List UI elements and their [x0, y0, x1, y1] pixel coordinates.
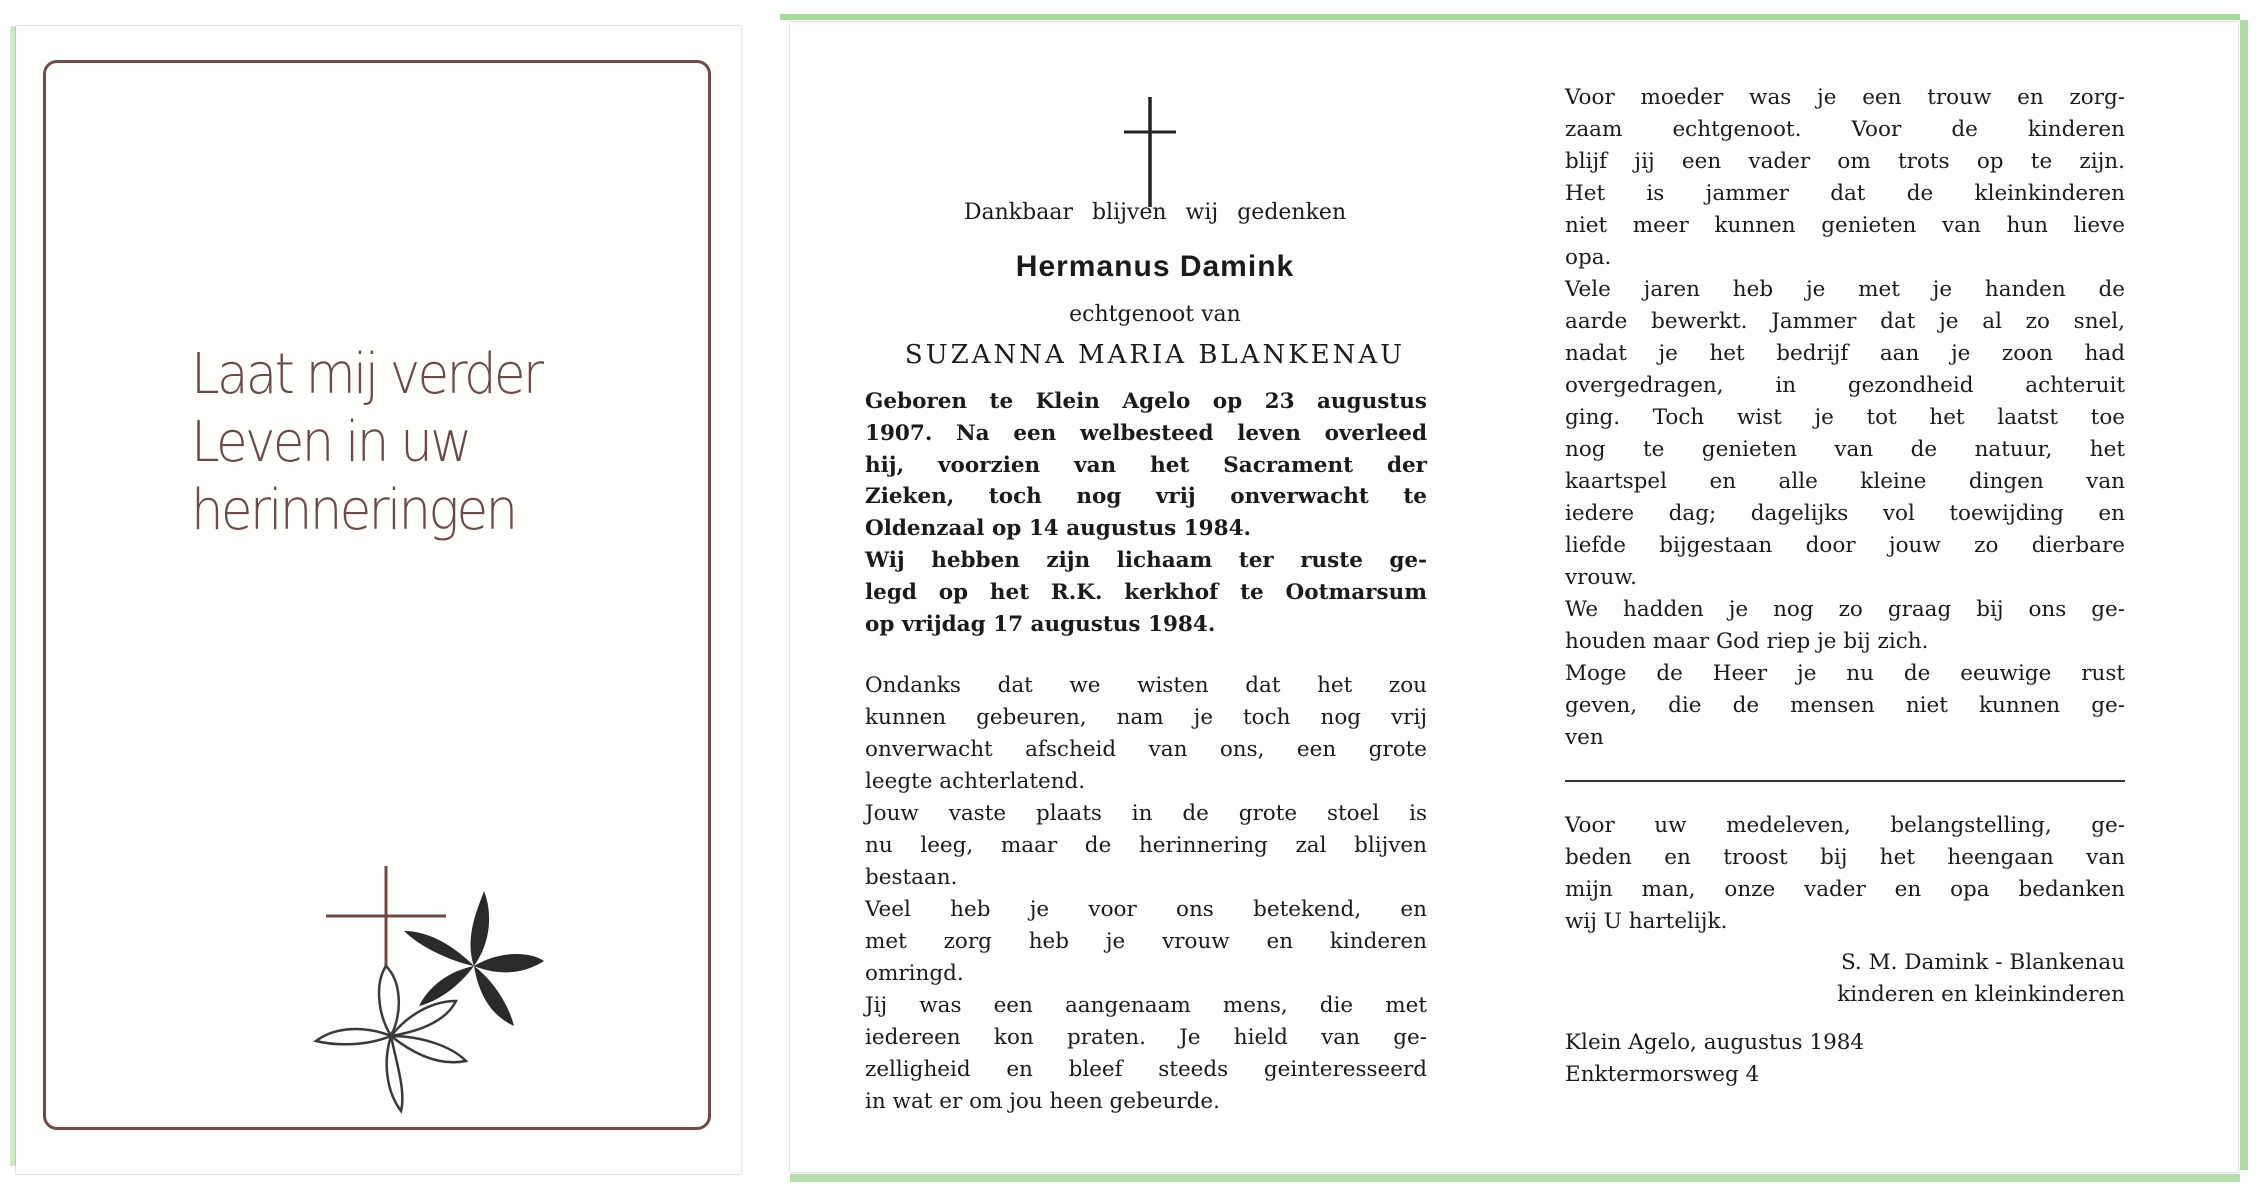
memory-line: Ondanks dat we wisten dat het zou — [865, 673, 1427, 698]
biography-line: Oldenzaal op 14 augustus 1984. — [865, 516, 1252, 542]
memory-line: Moge de Heer je nu de eeuwige rust — [1565, 661, 2125, 686]
memory-line: nadat je het bedrijf aan je zoon had — [1565, 341, 2125, 366]
biography-line: hij, voorzien van het Sacrament der — [865, 452, 1427, 478]
memory-line: met zorg heb je vrouw en kinderen — [865, 929, 1427, 954]
memory-line: leegte achterlatend. — [865, 769, 1086, 794]
memory-line: Voor moeder was je een trouw en zorg- — [1565, 85, 2125, 110]
memory-line: blijf jij een vader om trots op te zijn. — [1565, 149, 2125, 174]
cross-icon — [1120, 92, 1180, 212]
memory-line: kaartspel en alle kleine dingen van — [1565, 469, 2125, 494]
thanks-line: beden en troost bij het heengaan van — [1565, 845, 2125, 870]
memory-text-left — [865, 670, 1427, 1118]
thanks-line: wij U hartelijk. — [1565, 909, 1728, 934]
memory-line: vrouw. — [1565, 565, 1637, 590]
memory-line: Het is jammer dat de kleinkinderen — [1565, 181, 2125, 206]
memory-line: Veel heb je voor ons betekend, en — [865, 897, 1427, 922]
place-line: Enktermorsweg 4 — [1565, 1062, 1760, 1087]
memory-line: ven — [1565, 725, 1604, 750]
spouse-name: SUZANNA MARIA BLANKENAU — [904, 340, 1406, 370]
thanks-line: Voor uw medeleven, belangstelling, ge- — [1565, 813, 2125, 838]
memory-line: We hadden je nog zo graag bij ons ge- — [1565, 597, 2125, 622]
spouse-label: echtgenoot van — [1069, 302, 1241, 327]
memory-line: nog te genieten van de natuur, het — [1565, 437, 2125, 462]
memory-line: iedereen kon praten. Je hield van ge- — [865, 1025, 1427, 1050]
memory-line: nu leeg, maar de herinnering zal blijven — [865, 833, 1427, 858]
memory-line: Jouw vaste plaats in de grote stoel is — [865, 801, 1427, 826]
signature-line: S. M. Damink - Blankenau — [1840, 950, 2125, 975]
biography-line: 1907. Na een welbesteed leven overleed — [865, 420, 1427, 446]
thanks-text — [1565, 810, 2125, 938]
cross-flowers-icon — [286, 836, 566, 1126]
memory-line: geven, die de mensen niet kunnen ge- — [1565, 693, 2125, 718]
scan-edge-right — [2240, 20, 2248, 1170]
biography-line: Wij hebben zijn lichaam ter ruste ge- — [865, 547, 1427, 573]
deceased-name: Hermanus Damink — [1015, 250, 1295, 283]
memory-line: ging. Toch wist je tot het laatst toe — [1565, 405, 2125, 430]
memory-line: houden maar God riep je bij zich. — [1565, 629, 1929, 654]
front-card — [16, 26, 741, 1174]
memory-line: iedere dag; dagelijks vol toewijding en — [1565, 501, 2125, 526]
intro-text: Dankbaar blijven wij gedenken — [963, 200, 1347, 225]
thanks-line: mijn man, onze vader en opa bedanken — [1565, 877, 2125, 902]
front-title-line: Laat mij verder — [191, 342, 542, 407]
memory-line: Vele jaren heb je met je handen de — [1565, 277, 2125, 302]
memory-line: bestaan. — [865, 865, 958, 890]
biography-line: Zieken, toch nog vrij onverwacht te — [865, 484, 1427, 510]
memory-line: overgedragen, in gezondheid achteruit — [1565, 373, 2125, 398]
memory-line: omringd. — [865, 961, 964, 986]
memory-line: kunnen gebeuren, nam je toch nog vrij — [865, 705, 1427, 730]
memory-line: niet meer kunnen genieten van hun lieve — [1565, 213, 2125, 238]
biography — [865, 386, 1427, 640]
place-date — [1565, 1027, 2125, 1091]
memory-line: liefde bijgestaan door jouw zo dierbare — [1565, 533, 2125, 558]
signature-line: kinderen en kleinkinderen — [1837, 982, 2125, 1007]
memory-line: onverwacht afscheid van ons, een grote — [865, 737, 1427, 762]
memory-line: in wat er om jou heen gebeurde. — [865, 1089, 1220, 1114]
scan-edge-bottom — [790, 1174, 2240, 1182]
memory-line: zaam echtgenoot. Voor de kinderen — [1565, 117, 2125, 142]
signature — [1565, 947, 2125, 1011]
place-line: Klein Agelo, augustus 1984 — [1565, 1030, 1865, 1055]
front-title-line: herinneringen — [191, 478, 516, 543]
front-title — [191, 341, 633, 545]
front-title-line: Leven in uw — [191, 410, 470, 475]
scan-edge-top — [780, 14, 2240, 20]
biography-line: Geboren te Klein Agelo op 23 augustus — [865, 389, 1427, 414]
memory-text-right — [1565, 82, 2125, 754]
memory-line: zelligheid en bleef steeds geinteresseerd — [865, 1057, 1427, 1082]
memory-line: Jij was een aangenaam mens, die met — [865, 993, 1427, 1018]
inside-card — [790, 22, 2238, 1172]
divider — [1565, 780, 2125, 782]
memory-line: opa. — [1565, 245, 1612, 270]
memory-line: aarde bewerkt. Jammer dat je al zo snel, — [1565, 309, 2125, 334]
biography-line: legd op het R.K. kerkhof te Ootmarsum — [865, 579, 1427, 605]
biography-line: op vrijdag 17 augustus 1984. — [865, 611, 1216, 637]
